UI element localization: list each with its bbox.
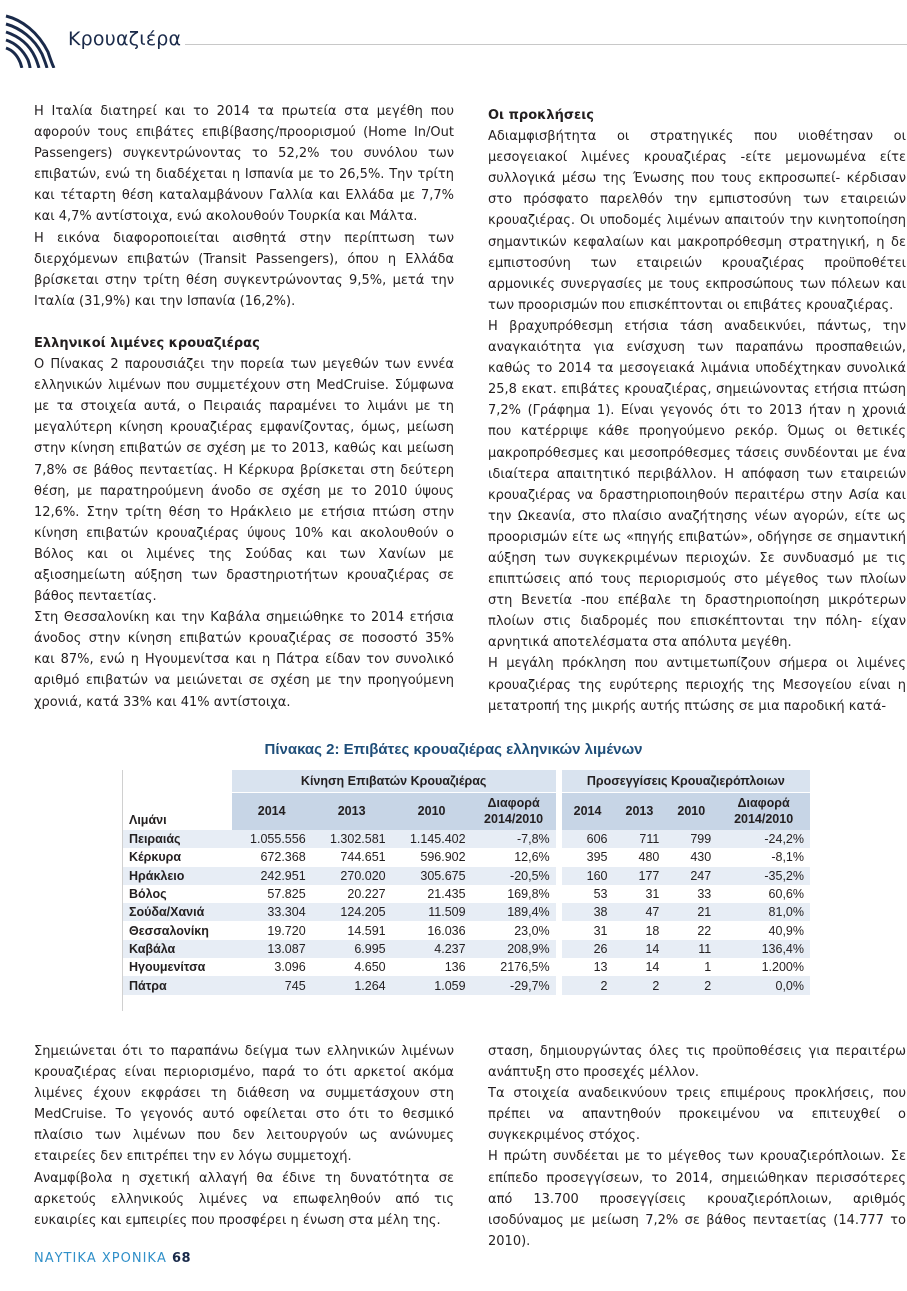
cell-pdiff: -20,5%	[472, 867, 556, 885]
cell-p2013: 20.227	[312, 885, 392, 903]
cell-cdiff: 81,0%	[717, 903, 810, 921]
cell-p2010: 1.145.402	[392, 830, 472, 848]
column-header-2010: 2010	[665, 792, 717, 830]
diff-period: 2014/2010	[484, 812, 544, 827]
column-header-diff	[717, 792, 810, 830]
cell-port: Βόλος	[123, 885, 232, 903]
cell-p2014: 672.368	[232, 848, 312, 866]
page-footer	[34, 1251, 191, 1266]
page-header	[0, 0, 907, 70]
cell-c2010: 799	[665, 830, 717, 848]
cell-p2014: 19.720	[232, 921, 312, 939]
magazine-name: ΝΑΥΤΙΚΑ ΧΡΟΝΙΚΑ	[34, 1251, 167, 1266]
subheading: Οι προκλήσεις	[488, 108, 595, 123]
cell-c2010: 2	[665, 976, 717, 994]
cell-p2013: 14.591	[312, 921, 392, 939]
paragraph: σταση, δημιουργώντας όλες τις προϋποθέσεις για περαιτέρω ανάπτυξη στο προσεχές μέλλον.	[488, 1044, 906, 1081]
cell-p2010: 136	[392, 958, 472, 976]
diff-period: 2014/2010	[734, 812, 794, 827]
table-row	[123, 903, 810, 921]
paragraph: Η πρώτη συνδέεται με το μέγεθος των κρουαζιερόπλοιων. Σε επίπεδο προσεγγίσεων, το 2014, σημειώθηκαν περισσότερες από 13.700 προσεγγίσεις κρουαζιερόπλοιων, αριθμός ισοδύναμος με μείωση 7,2% σε βάθος πενταετίας (14.777 το 2010).	[488, 1149, 906, 1249]
cell-port: Πειραιάς	[123, 830, 232, 848]
table-row	[123, 940, 810, 958]
cell-c2014: 395	[562, 848, 614, 866]
cell-p2010: 1.059	[392, 976, 472, 994]
cell-port: Ηράκλειο	[123, 867, 232, 885]
cell-c2010: 33	[665, 885, 717, 903]
column-header-2013: 2013	[614, 792, 666, 830]
table-header-blank	[123, 770, 232, 792]
cell-p2010: 11.509	[392, 903, 472, 921]
table-group-header-row	[123, 770, 810, 792]
cell-pdiff: 2176,5%	[472, 958, 556, 976]
right-column-top	[488, 105, 906, 717]
cell-cdiff: 60,6%	[717, 885, 810, 903]
cell-cdiff: 40,9%	[717, 921, 810, 939]
cell-cdiff: -24,2%	[717, 830, 810, 848]
cell-p2010: 21.435	[392, 885, 472, 903]
cell-pdiff: 189,4%	[472, 903, 556, 921]
cell-c2013: 47	[614, 903, 666, 921]
cell-c2010: 247	[665, 867, 717, 885]
column-header-port: Λιμάνι	[123, 792, 232, 830]
right-column-bottom	[488, 1041, 906, 1252]
subheading: Ελληνικοί λιμένες κρουαζιέρας	[34, 335, 260, 351]
paragraph: Ο Πίνακας 2 παρουσιάζει την πορεία των μεγεθών των εννέα ελληνικών λιμένων που συμμετέχουν στη MedCruise. Σύμφωνα με τα στοιχεία αυτά, ο Πειραιάς παραμένει το λιμάνι με τη μεγαλύτερη κίνηση κρουαζιέρας εμφανίζοντας, όμως, μείωση στην κίνηση επιβατών σε σχέση με το 2013, καθώς και μείωση 7,8% σε βάθος πενταετίας. Η Κέρκυρα βρίσκεται στη δεύτερη θέση, με παρατηρούμενη άνοδο σε σχέση με το 2010 ύψους 12,6%. Στην τρίτη θέση το Ηράκλειο με ετήσια πτώση στην κίνηση επιβατών κρουαζιέρας ύψους 10% και ακολουθούν ο Βόλος και οι λιμένες της Σούδας και των Χανίων με αξιοσημείωτη αύξηση των δραστηριοτήτων κρουαζιέρας σε βάθος πενταετίας.	[34, 357, 454, 605]
cell-p2014: 57.825	[232, 885, 312, 903]
table-header-row	[123, 792, 810, 830]
cell-p2013: 1.264	[312, 976, 392, 994]
cell-cdiff: -35,2%	[717, 867, 810, 885]
cell-p2014: 33.304	[232, 903, 312, 921]
cell-c2014: 606	[562, 830, 614, 848]
paragraph: Αδιαμφισβήτητα οι στρατηγικές που υιοθέτησαν οι μεσογειακοί λιμένες κρουαζιέρας -είτε μεμονωμένα είτε συλλογικά μέσω της Ένωσης που τους εκπροσωπεί- κέρδισαν στο πρόσφατο παρελθόν την εμπιστοσύνη των εταιρειών κρουαζιέρας. Οι υποδομές λιμένων απαιτούν την κινητοποίηση σημαντικών κεφαλαίων και μακροπρόθεσμη στρατηγική, η δε εμπιστοσύνη των εταιρειών κρουαζιέρας προϋποθέτει αρμονικές συνεργασίες με τους εκπροσώπους των πόλεων και των προορισμών που επισκέπτονται οι επιβάτες κρουαζιέρας.	[488, 129, 906, 313]
cell-c2013: 31	[614, 885, 666, 903]
group-header-calls: Προσεγγίσεις Κρουαζιερόπλοιων	[562, 770, 810, 792]
cell-pdiff: 23,0%	[472, 921, 556, 939]
column-header-2010: 2010	[392, 792, 472, 830]
left-column-bottom	[34, 1041, 454, 1231]
cell-c2013: 14	[614, 958, 666, 976]
diff-label: Διαφορά	[487, 796, 540, 811]
cell-p2010: 305.675	[392, 867, 472, 885]
table-row	[123, 921, 810, 939]
header-divider	[185, 44, 907, 45]
cell-p2014: 242.951	[232, 867, 312, 885]
column-header-diff	[472, 792, 556, 830]
cell-c2014: 26	[562, 940, 614, 958]
wave-logo-icon	[4, 12, 64, 68]
paragraph: Η μεγάλη πρόκληση που αντιμετωπίζουν σήμερα οι λιμένες κρουαζιέρας της ευρύτερης περιοχής της Μεσογείου είναι η μετατροπή της μικρής αυτής πτώσης σε μια παροδική κατά-	[488, 656, 906, 714]
cell-c2010: 22	[665, 921, 717, 939]
column-header-2013: 2013	[312, 792, 392, 830]
table-row	[123, 867, 810, 885]
cell-port: Ηγουμενίτσα	[123, 958, 232, 976]
cell-pdiff: 12,6%	[472, 848, 556, 866]
cell-port: Σούδα/Χανιά	[123, 903, 232, 921]
cell-c2010: 1	[665, 958, 717, 976]
cell-c2013: 14	[614, 940, 666, 958]
cell-c2010: 11	[665, 940, 717, 958]
cell-c2010: 21	[665, 903, 717, 921]
column-header-2014: 2014	[232, 792, 312, 830]
cell-port: Κέρκυρα	[123, 848, 232, 866]
table-body	[123, 830, 810, 995]
cell-p2013: 744.651	[312, 848, 392, 866]
table-row	[123, 958, 810, 976]
cell-c2013: 480	[614, 848, 666, 866]
cell-c2013: 177	[614, 867, 666, 885]
table-caption: Πίνακας 2: Επιβάτες κρουαζιέρας ελληνικών λιμένων	[264, 741, 643, 758]
table-row	[123, 830, 810, 848]
cell-p2010: 16.036	[392, 921, 472, 939]
paragraph: Αναμφίβολα η σχετική αλλαγή θα έδινε τη δυνατότητα σε αρκετούς ελληνικούς λιμένες να επωφεληθούν από τις ευκαιρίες και εμπειρίες που προσφέρει η ένωση στα μέλη της.	[34, 1170, 454, 1228]
cell-cdiff: -8,1%	[717, 848, 810, 866]
cell-p2010: 596.902	[392, 848, 472, 866]
cell-port: Πάτρα	[123, 976, 232, 994]
cell-c2014: 13	[562, 958, 614, 976]
cell-p2013: 4.650	[312, 958, 392, 976]
cell-c2013: 2	[614, 976, 666, 994]
cell-cdiff: 0,0%	[717, 976, 810, 994]
page-number: 68	[171, 1251, 192, 1266]
paragraph: Σημειώνεται ότι το παραπάνω δείγμα των ελληνικών λιμένων κρουαζιέρας είναι περιορισμένο, παρά το ότι αρκετοί ακόμα λιμένες έχουν εκφράσει τη διάθεση να συμμετάσχουν στη MedCruise. Το γεγονός αυτό οφείλεται στο ότι το θεσμικό πλαίσιο των λιμένων που δεν λειτουργούν ως ανώνυμες εταιρείες δεν επιτρέπει την εν λόγω συμμετοχή.	[34, 1044, 454, 1165]
paragraph: Η Ιταλία διατηρεί και το 2014 τα πρωτεία στα μεγέθη που αφορούν τους επιβάτες επιβίβασης/προορισμού (Home In/Out Passengers) συγκεντρώνοντας το 52,2% του συνόλου των επιβατών, ενώ τη διαδέχεται η Ισπανία με το 26,5%. Την τρίτη και τέταρτη θέση καταλαμβάνουν Γαλλία και Ελλάδα με 7,7% και 4,7% αντίστοιχα, ενώ ακολουθούν Τουρκία και Μάλτα.	[34, 104, 454, 225]
cell-c2014: 53	[562, 885, 614, 903]
paragraph: Η βραχυπρόθεσμη ετήσια τάση αναδεικνύει, πάντως, την αναγκαιότητα για ενίσχυση των παραπάνω προσπαθειών, καθώς το 2014 τα μεσογειακά λιμάνια υποδέχτηκαν συνολικά 25,8 εκατ. επιβάτες κρουαζιέρας, σημειώνοντας ετήσια πτώση 7,2% (Γράφημα 1). Είναι γεγονός ότι το 2013 ήταν η χρονιά που κατέρριψε κάθε προηγούμενο ρεκόρ. Όμως οι θετικές μακροπρόθεσμες και μεσοπρόθεσμες τάσεις συνδέονται με ένα ιδιαίτερα απαιτητικό περιβάλλον. Η απόφαση των εταιρειών κρουαζιέρας να δραστηριοποιηθούν περαιτέρω στην Ασία και την Ωκεανία, στο πλαίσιο αναζήτησης νέων αγορών, είτε ως προορισμών είτε ως «πηγής επιβατών», οδήγησε σε σημαντική αύξηση των συγκεκριμένων περιοχών. Σε συνδυασμό με τις επιπτώσεις από τους περιορισμούς στο μέγεθος των πλοίων στη Βενετία -που επέβαλε τη δραστηριοποίηση μικρότερων πλοίων στις διαδρομές που επισκέπτονται την πόλη- είχαν αρνητικά αποτελέσματα στα απόλυτα μεγέθη.	[488, 318, 906, 651]
column-header-2014: 2014	[562, 792, 614, 830]
cell-port: Θεσσαλονίκη	[123, 921, 232, 939]
table-row	[123, 976, 810, 994]
ports-table	[123, 770, 810, 995]
cell-p2014: 3.096	[232, 958, 312, 976]
cell-p2010: 4.237	[392, 940, 472, 958]
cell-cdiff: 136,4%	[717, 940, 810, 958]
table-row	[123, 848, 810, 866]
cell-c2014: 160	[562, 867, 614, 885]
cell-p2014: 1.055.556	[232, 830, 312, 848]
cell-p2013: 6.995	[312, 940, 392, 958]
spacer	[34, 312, 454, 333]
cell-p2013: 124.205	[312, 903, 392, 921]
paragraph: Στη Θεσσαλονίκη και την Καβάλα σημειώθηκε το 2014 ετήσια άνοδος στην κίνηση επιβατών κρουαζιέρας σε ποσοστό 35% και 87%, ενώ η Ηγουμενίτσα και η Πάτρα είδαν τον συνολικό αριθμό επιβατών να μειώνεται σε σχέση με την προηγούμενη χρονιά, κατά 33% και 41% αντίστοιχα.	[34, 610, 454, 710]
cell-c2013: 18	[614, 921, 666, 939]
cell-p2013: 1.302.581	[312, 830, 392, 848]
cell-c2013: 711	[614, 830, 666, 848]
paragraph: Η εικόνα διαφοροποιείται αισθητά στην περίπτωση των διερχόμενων επιβατών (Transit Passengers), όπου η Ελλάδα βρίσκεται στην τρίτη θέση συγκεντρώνοντας 9,5%, μετά την Ιταλία (31,9%) και την Ισπανία (16,2%).	[34, 230, 454, 309]
cell-cdiff: 1.200%	[717, 958, 810, 976]
cell-pdiff: -7,8%	[472, 830, 556, 848]
cell-pdiff: 169,8%	[472, 885, 556, 903]
section-title: Κρουαζιέρα	[68, 28, 182, 50]
ports-table-container	[122, 770, 810, 1011]
cell-c2014: 38	[562, 903, 614, 921]
diff-label: Διαφορά	[737, 796, 790, 811]
cell-c2010: 430	[665, 848, 717, 866]
table-row	[123, 885, 810, 903]
cell-c2014: 31	[562, 921, 614, 939]
cell-pdiff: 208,9%	[472, 940, 556, 958]
cell-pdiff: -29,7%	[472, 976, 556, 994]
cell-c2014: 2	[562, 976, 614, 994]
group-header-passengers: Κίνηση Επιβατών Κρουαζιέρας	[232, 770, 556, 792]
cell-p2014: 745	[232, 976, 312, 994]
paragraph: Τα στοιχεία αναδεικνύουν τρεις επιμέρους προκλήσεις, που πρέπει να απαντηθούν προκειμένου να επιτευχθεί ο συγκεκριμένος στόχος.	[488, 1086, 906, 1144]
left-column-top	[34, 101, 454, 713]
cell-p2013: 270.020	[312, 867, 392, 885]
cell-port: Καβάλα	[123, 940, 232, 958]
cell-p2014: 13.087	[232, 940, 312, 958]
